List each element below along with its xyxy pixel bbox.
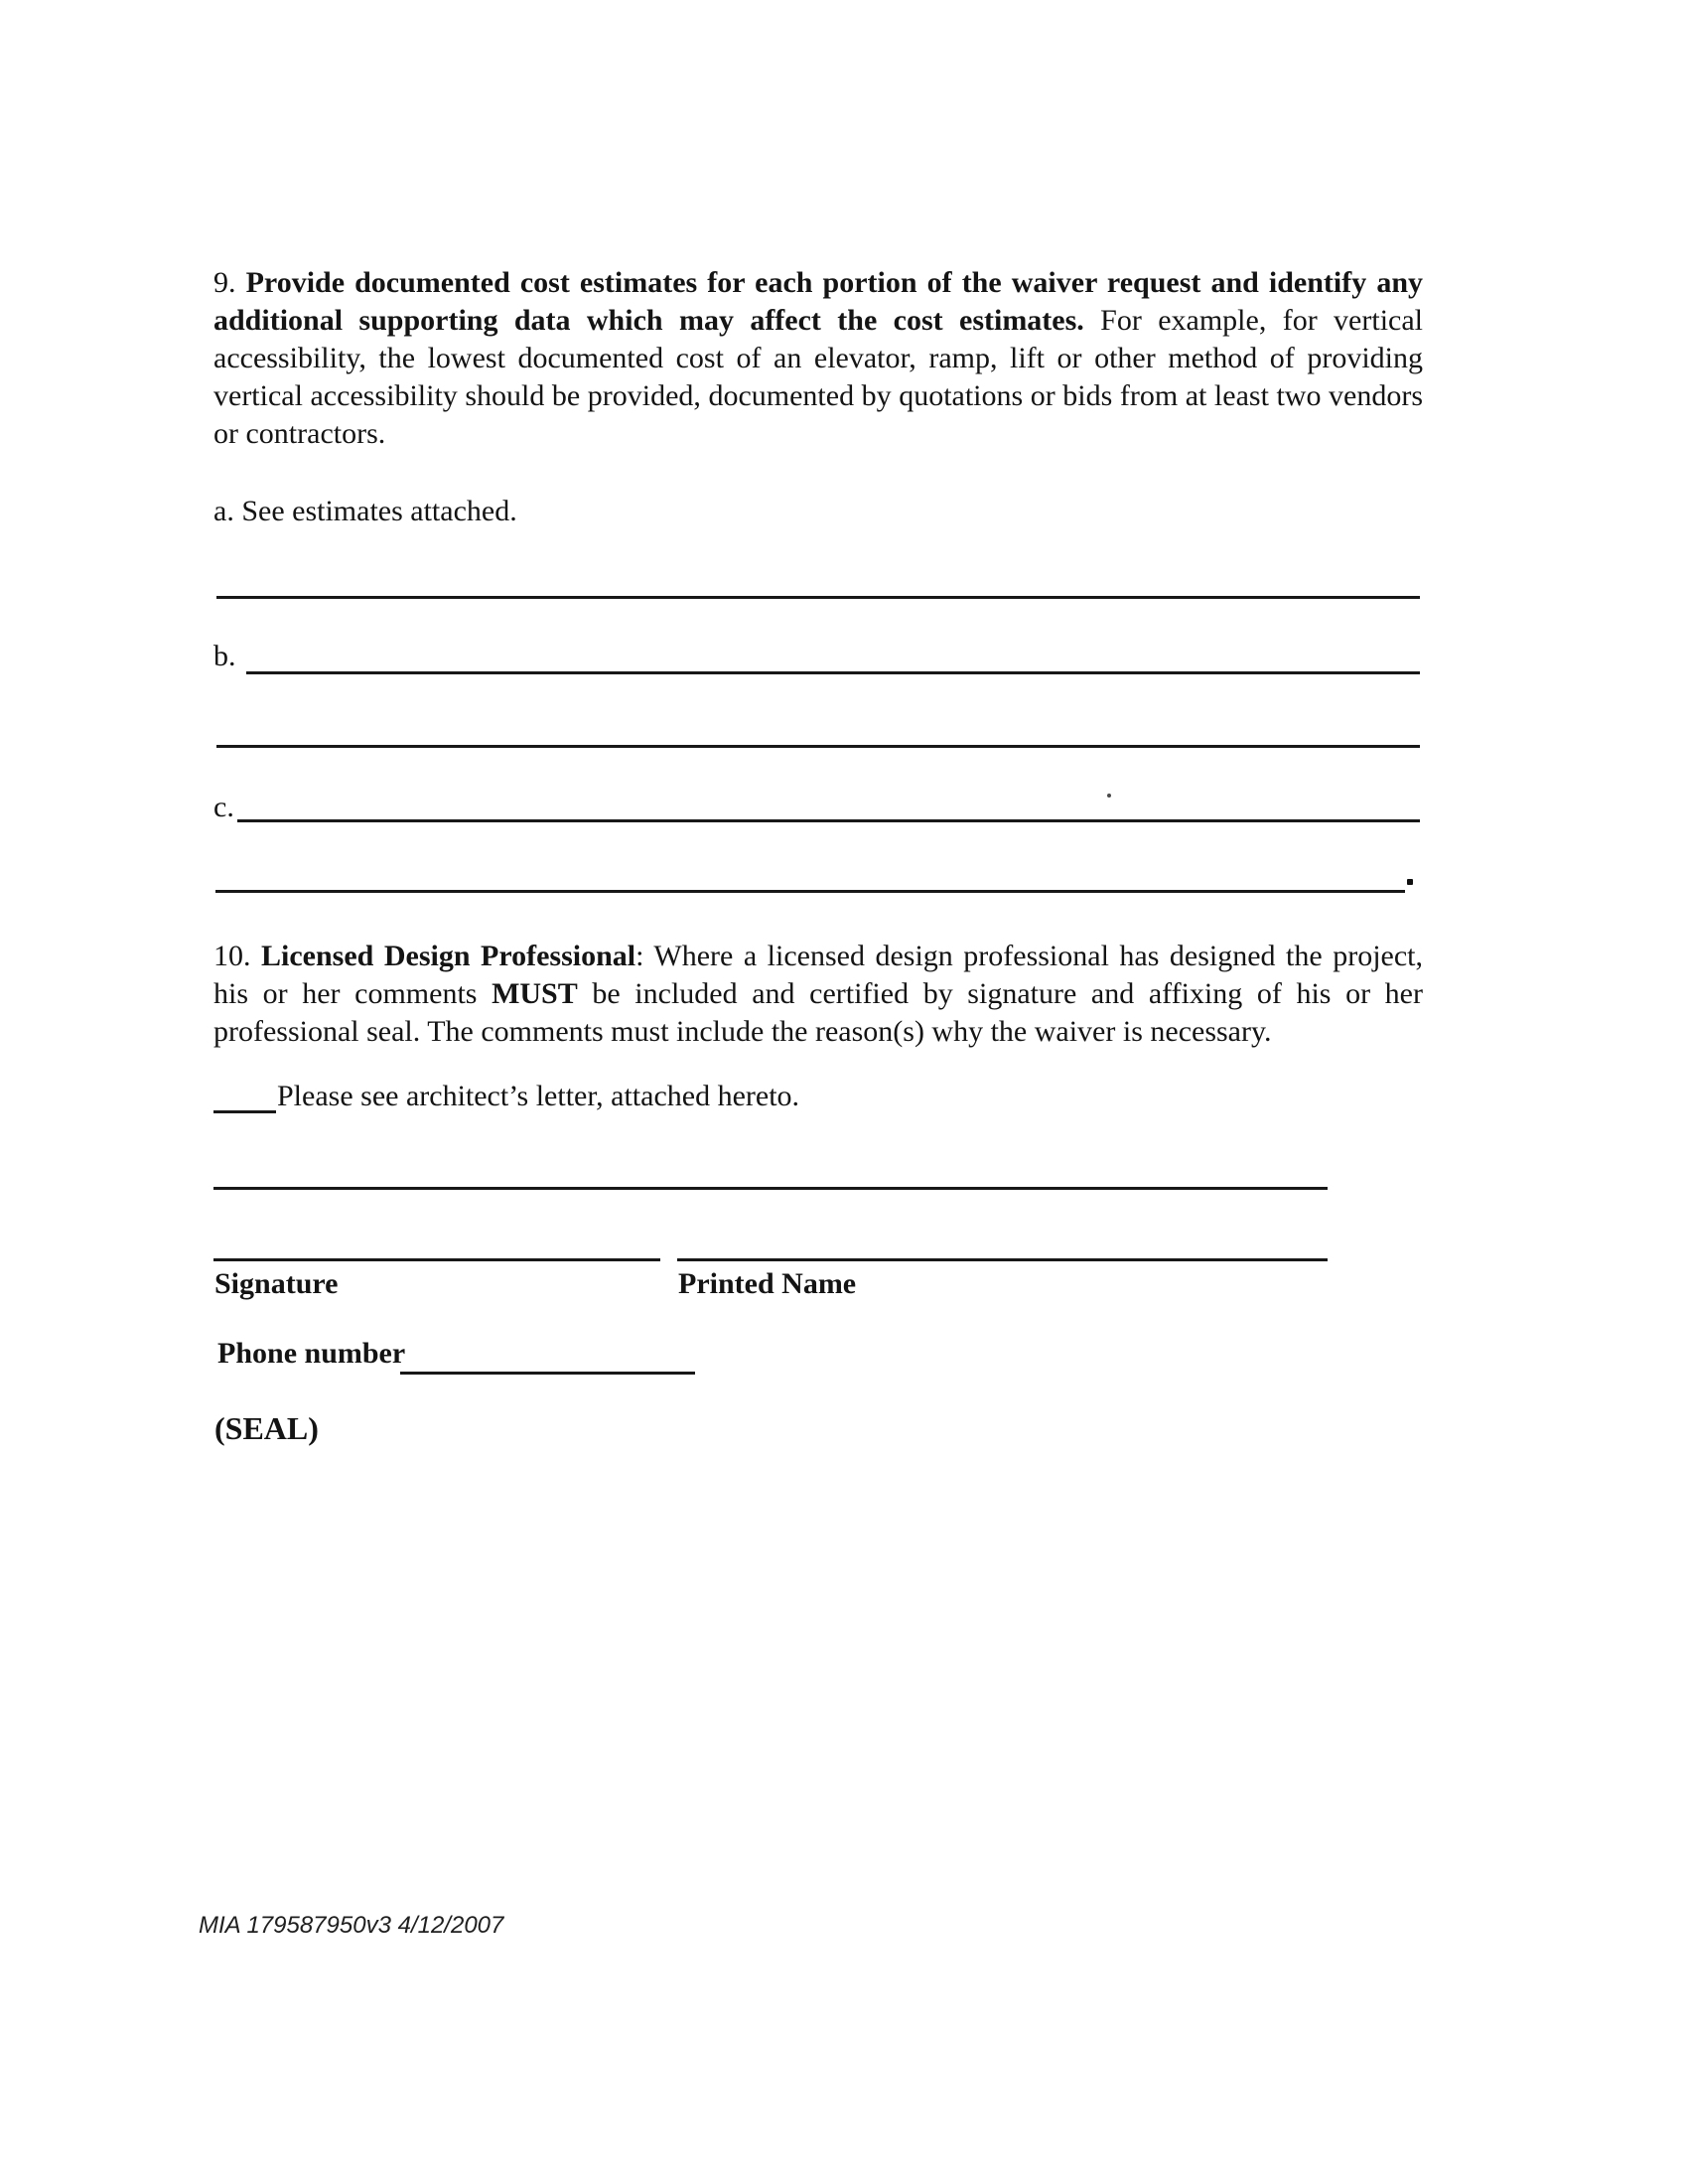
rule-above-signature [213,1187,1328,1190]
item-b-label: b. [213,640,236,672]
blank-line-b [246,671,1420,674]
item-9-regular-text: For example, for vertical accessibility, the lowest documented cost of an elevator, ramp, lift or other method of providing vertical accessibility should be provided, documented by quotations or bids from at least two vendors or contractors. [213,304,1423,450]
blank-line-a [216,596,1420,599]
item-10-text-2: be included and certified by signature and affixing of his or her professional seal. The comments must include the reason(s) why the waiver is necessary. [213,977,1423,1048]
item-10-paragraph [213,938,1423,1051]
item-9-bold-text: Provide documented cost estimates for each portion of the waiver request and identify any additional supporting data which may affect the cost estimates. [213,266,1424,337]
document-footer-reference: MIA 179587950v3 4/12/2007 [199,1912,504,1939]
blank-line-c-continued [215,890,1405,893]
period-mark [1407,879,1413,885]
item-9-paragraph [213,264,1423,453]
item-10-bold-must: MUST [492,977,578,1010]
phone-number-label: Phone number [217,1337,406,1370]
stray-ink-dot [1107,794,1111,798]
seal-label: (SEAL) [214,1410,319,1446]
item-c-label: c. [213,791,234,823]
blank-line-b-continued [216,745,1420,748]
item-10-number: 10. [213,940,261,972]
item-9a-note: a. See estimates attached. [213,495,517,527]
blank-line-c [237,819,1420,822]
signature-label: Signature [214,1267,339,1300]
architect-note-blank [213,1110,276,1113]
architect-note: Please see architect’s letter, attached hereto. [277,1080,800,1112]
printed-name-line [677,1258,1328,1261]
printed-name-label: Printed Name [678,1267,857,1300]
signature-line [213,1258,660,1261]
phone-number-line [400,1372,695,1375]
item-9-number: 9. [213,266,246,299]
item-10-bold-title: Licensed Design Professional [261,940,636,972]
item-10-text-1: : Where a licensed design professional has designed the project, his or her comments [213,940,1423,1010]
